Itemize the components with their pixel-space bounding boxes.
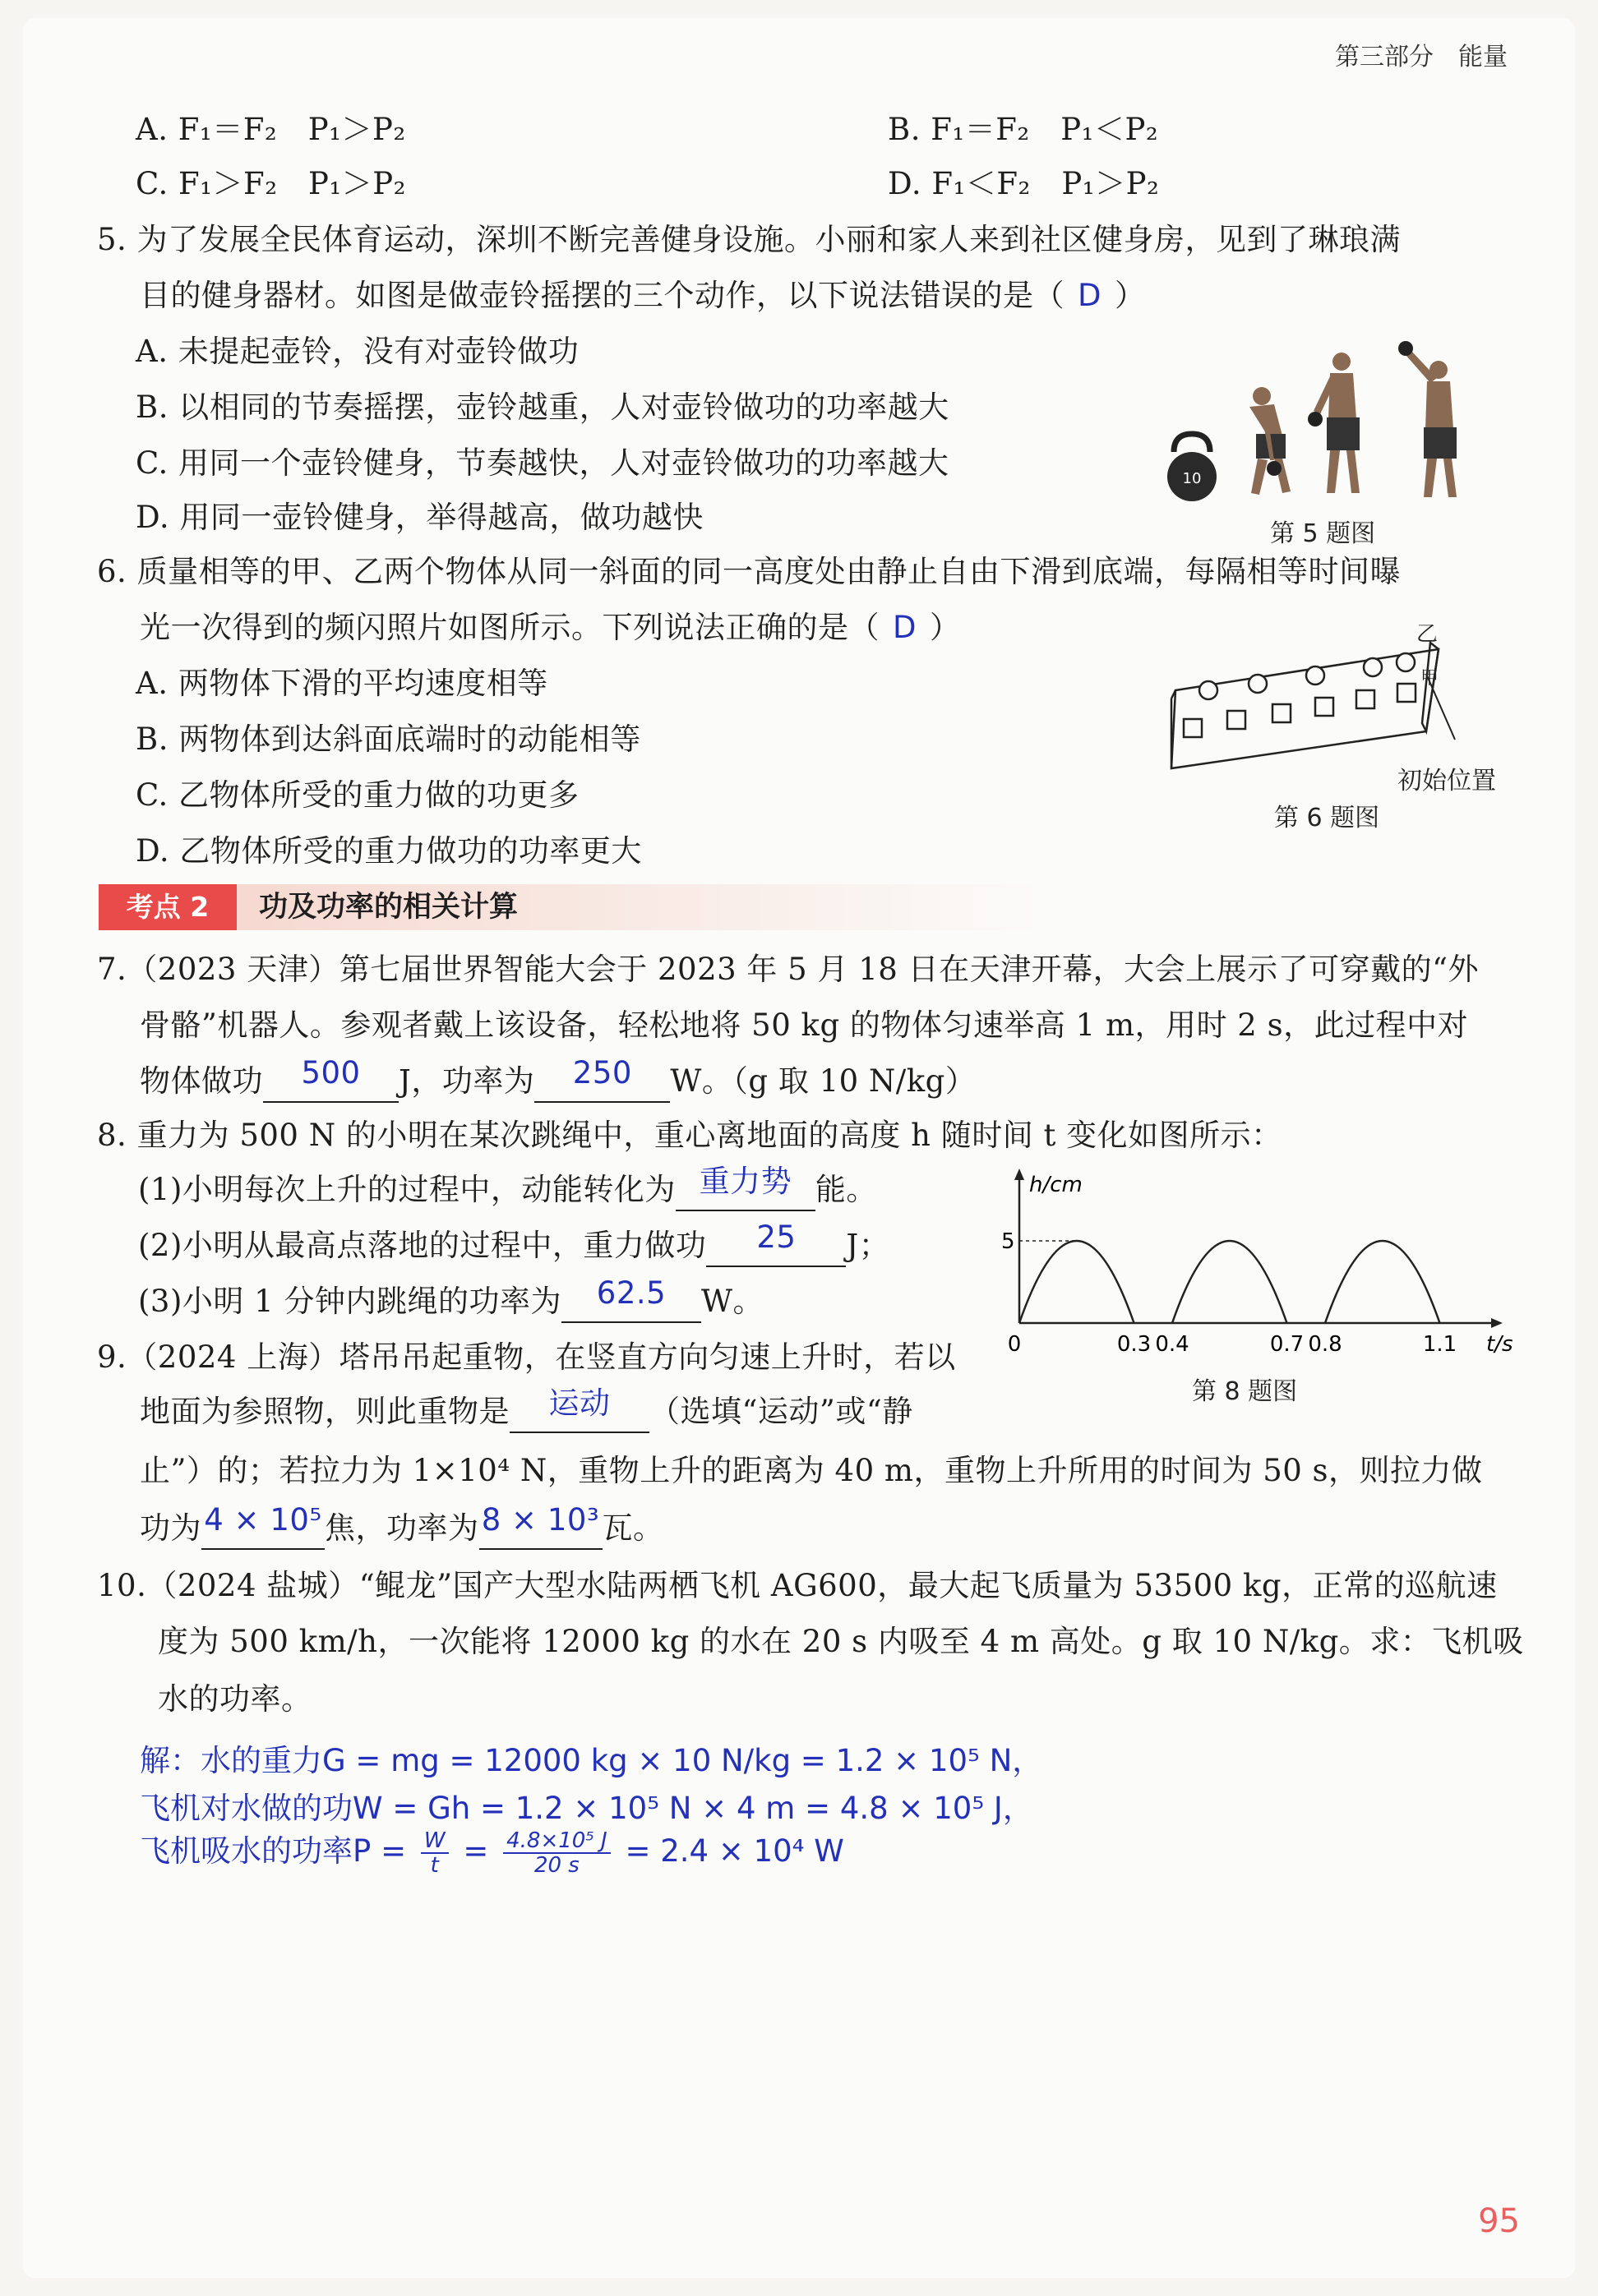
q9-blank-2 — [201, 1502, 325, 1550]
x-axis-label: t/s — [1486, 1332, 1513, 1357]
q5-option-d: D. 用同一壶铃健身，举得越高，做功越快 — [136, 500, 704, 535]
q8-figure-caption: 第 8 题图 — [1192, 1377, 1298, 1406]
q5-paren-close: ） — [1115, 278, 1146, 313]
athlete-pose-2-icon — [1308, 353, 1360, 493]
q7-blank-power — [534, 1055, 670, 1103]
q5-line1: 5. 为了发展全民体育运动，深圳不断完善健身设施。小丽和家人来到社区健身房，见到了琳琅满 — [97, 222, 1402, 257]
q6-option-a: A. 两物体下滑的平均速度相等 — [136, 666, 548, 701]
q10-solution-1: 解：水的重力G = mg = 12000 kg × 10 N/kg = 1.2 × 10⁵ N， — [140, 1743, 1043, 1778]
object-yi-balls — [1199, 653, 1415, 699]
q9-text-d: 焦，功率为 — [325, 1510, 479, 1546]
frac1-den: t — [430, 1852, 439, 1878]
q9-line2 — [140, 1385, 913, 1433]
q9-line3: 止”）的；若拉力为 1×10⁴ N，重物上升的距离为 40 m，重物上升所用的时间为 50 s，则拉力做 — [140, 1453, 1483, 1488]
q9-text-c: 功为 — [140, 1510, 201, 1546]
q9-text-b: （选填“运动”或“静 — [649, 1394, 913, 1429]
q8-sub2-end: J； — [846, 1228, 890, 1263]
page-number: 95 — [1478, 2202, 1520, 2240]
q9-blank-1 — [510, 1385, 649, 1433]
q9-answer-3: 8 × 10³ — [481, 1502, 600, 1538]
q10-line2: 度为 500 km/h，一次能将 12000 kg 的水在 20 s 内吸至 4 m 高处。g 取 10 N/kg。求：飞机吸 — [158, 1624, 1524, 1659]
jump-arc-3 — [1325, 1241, 1440, 1323]
q10-line1: 10.（2024 盐城）“鲲龙”国产大型水陆两栖飞机 AG600，最大起飞质量为 53500 kg，正常的巡航速 — [97, 1568, 1498, 1603]
q8-chart — [986, 1167, 1521, 1364]
x-tick-label: 0.3 — [1116, 1332, 1152, 1357]
q6-option-d: D. 乙物体所受的重力做功的功率更大 — [136, 833, 642, 869]
x-axis-arrow-icon — [1491, 1318, 1503, 1328]
q6-figure-caption: 第 6 题图 — [1274, 804, 1380, 832]
q8-sub3-end: W。 — [700, 1284, 764, 1319]
athlete-pose-3-icon — [1398, 341, 1457, 497]
jump-arc-1 — [1019, 1241, 1134, 1323]
q9-text-a: 地面为参照物，则此重物是 — [140, 1394, 510, 1429]
q8-sub1 — [138, 1164, 877, 1211]
q4-option-c: C. F₁＞F₂ P₁＞P₂ — [136, 166, 406, 201]
y-tick-label: 5 — [1001, 1229, 1015, 1254]
q6-option-b: B. 两物体到达斜面底端时的动能相等 — [136, 722, 641, 757]
q6-stem-end: 光一次得到的频闪照片如图所示。下列说法正确的是（ — [140, 610, 880, 645]
q7-answer-power: 250 — [572, 1055, 632, 1090]
q6-line1: 6. 质量相等的甲、乙两个物体从同一斜面的同一高度处由静止自由下滑到底端，每隔相等时间曝 — [97, 554, 1402, 589]
q5-line2 — [140, 276, 1146, 316]
q9-blank-3 — [479, 1502, 603, 1550]
x-tick-label: 0 — [1007, 1332, 1022, 1357]
q8-blank-3 — [561, 1275, 701, 1323]
q7-line2: 骨骼”机器人。参观者戴上该设备，轻松地将 50 kg 的物体匀速举高 1 m，用时 2 s，此过程中对 — [140, 1007, 1469, 1043]
q7-blank-work — [263, 1055, 399, 1103]
x-tick-label: 0.4 — [1155, 1332, 1189, 1357]
frac2-den: 20 s — [533, 1852, 580, 1878]
q8-sub1-end: 能。 — [815, 1172, 877, 1207]
q6-figure — [1159, 625, 1521, 772]
q5-figure — [1159, 337, 1521, 509]
equals-sign: = — [463, 1833, 489, 1869]
q6-answer: D — [893, 610, 917, 645]
q7-text-c: W。（g 取 10 N/kg） — [670, 1063, 977, 1099]
q4-option-a: A. F₁＝F₂ P₁＞P₂ — [136, 112, 406, 147]
q5-option-a: A. 未提起壶铃，没有对壶铃做功 — [136, 334, 580, 369]
q5-figure-caption: 第 5 题图 — [1270, 519, 1376, 548]
label-yi: 乙 — [1416, 625, 1439, 647]
q5-option-c: C. 用同一个壶铃健身，节奏越快，人对壶铃做功的功率越大 — [136, 445, 949, 481]
q9-text-e: 瓦。 — [602, 1510, 664, 1546]
q8-blank-2 — [706, 1219, 846, 1267]
q8-answer-3: 62.5 — [596, 1275, 667, 1311]
x-tick-label: 0.8 — [1308, 1332, 1342, 1357]
q6-option-c: C. 乙物体所受的重力做的功更多 — [136, 777, 580, 813]
y-axis-arrow-icon — [1014, 1169, 1024, 1180]
x-tick-label: 1.1 — [1422, 1332, 1457, 1357]
q9-line4 — [140, 1502, 664, 1550]
q8-answer-2: 25 — [756, 1219, 797, 1255]
q8-sub3 — [138, 1275, 764, 1323]
q8-sub1-text: (1)小明每次上升的过程中，动能转化为 — [138, 1172, 676, 1207]
q8-line1: 8. 重力为 500 N 的小明在某次跳绳中，重心离地面的高度 h 随时间 t 变化如图所示： — [97, 1118, 1282, 1153]
fraction-w-over-t — [421, 1829, 449, 1877]
q7-text-b: J，功率为 — [399, 1063, 535, 1099]
q7-line1: 7.（2023 天津）第七届世界智能大会于 2023 年 5 月 18 日在天津开幕，大会上展示了可穿戴的“外 — [97, 952, 1479, 987]
q10-solution-2: 飞机对水做的功W = Gh = 1.2 × 10⁵ N × 4 m = 4.8 × 10⁵ J， — [140, 1791, 1033, 1826]
q8-answer-1: 重力势 — [699, 1164, 792, 1199]
q9-answer-1: 运动 — [548, 1385, 611, 1421]
kaodian-title: 功及功率的相关计算 — [259, 891, 519, 924]
q6-line2 — [140, 608, 961, 648]
q8-blank-1 — [676, 1164, 815, 1211]
kettlebell-label: 10 — [1182, 470, 1202, 487]
frac2-num: 4.8×10⁵ J — [503, 1829, 611, 1854]
q5-stem-end: 目的健身器材。如图是做壶铃摇摆的三个动作，以下说法错误的是（ — [140, 278, 1065, 313]
frac1-num: W — [421, 1829, 449, 1854]
q6-start-label: 初始位置 — [1397, 767, 1496, 795]
y-axis-label: h/cm — [1029, 1173, 1083, 1197]
q7-answer-work: 500 — [301, 1055, 361, 1090]
q5-answer: D — [1078, 278, 1102, 313]
jump-arc-2 — [1172, 1241, 1287, 1323]
x-tick-label: 0.7 — [1269, 1332, 1305, 1357]
kettlebell-icon — [1167, 434, 1217, 501]
q10-sol3-result: = 2.4 × 10⁴ W — [625, 1833, 844, 1869]
q9-line1: 9.（2024 上海）塔吊吊起重物，在竖直方向匀速上升时，若以 — [97, 1339, 956, 1375]
q8-sub2-text: (2)小明从最高点落地的过程中，重力做功 — [138, 1228, 707, 1263]
q8-sub2 — [138, 1219, 890, 1267]
q6-paren-close: ） — [930, 610, 961, 645]
fraction-value — [503, 1829, 611, 1877]
q10-sol3-text: 飞机吸水的功率P = — [140, 1833, 407, 1869]
q4-option-d: D. F₁＜F₂ P₁＞P₂ — [888, 166, 1160, 201]
q7-line3 — [140, 1055, 977, 1103]
q8-sub3-text: (3)小明 1 分钟内跳绳的功率为 — [138, 1284, 561, 1319]
q4-option-b: B. F₁＝F₂ P₁＜P₂ — [888, 112, 1159, 147]
q9-answer-2: 4 × 10⁵ — [204, 1502, 322, 1538]
q7-text-a: 物体做功 — [140, 1063, 263, 1099]
object-jia-cubes — [1184, 684, 1416, 737]
q5-option-b: B. 以相同的节奏摇摆，壶铃越重，人对壶铃做功的功率越大 — [136, 390, 949, 425]
section-header: 第三部分 能量 — [1335, 43, 1508, 71]
q10-solution-3 — [140, 1826, 844, 1877]
label-jia: 甲 — [1420, 668, 1439, 689]
athlete-pose-1-icon — [1249, 387, 1291, 495]
q10-line3: 水的功率。 — [158, 1681, 312, 1717]
kaodian-badge: 考点 2 — [99, 884, 237, 930]
